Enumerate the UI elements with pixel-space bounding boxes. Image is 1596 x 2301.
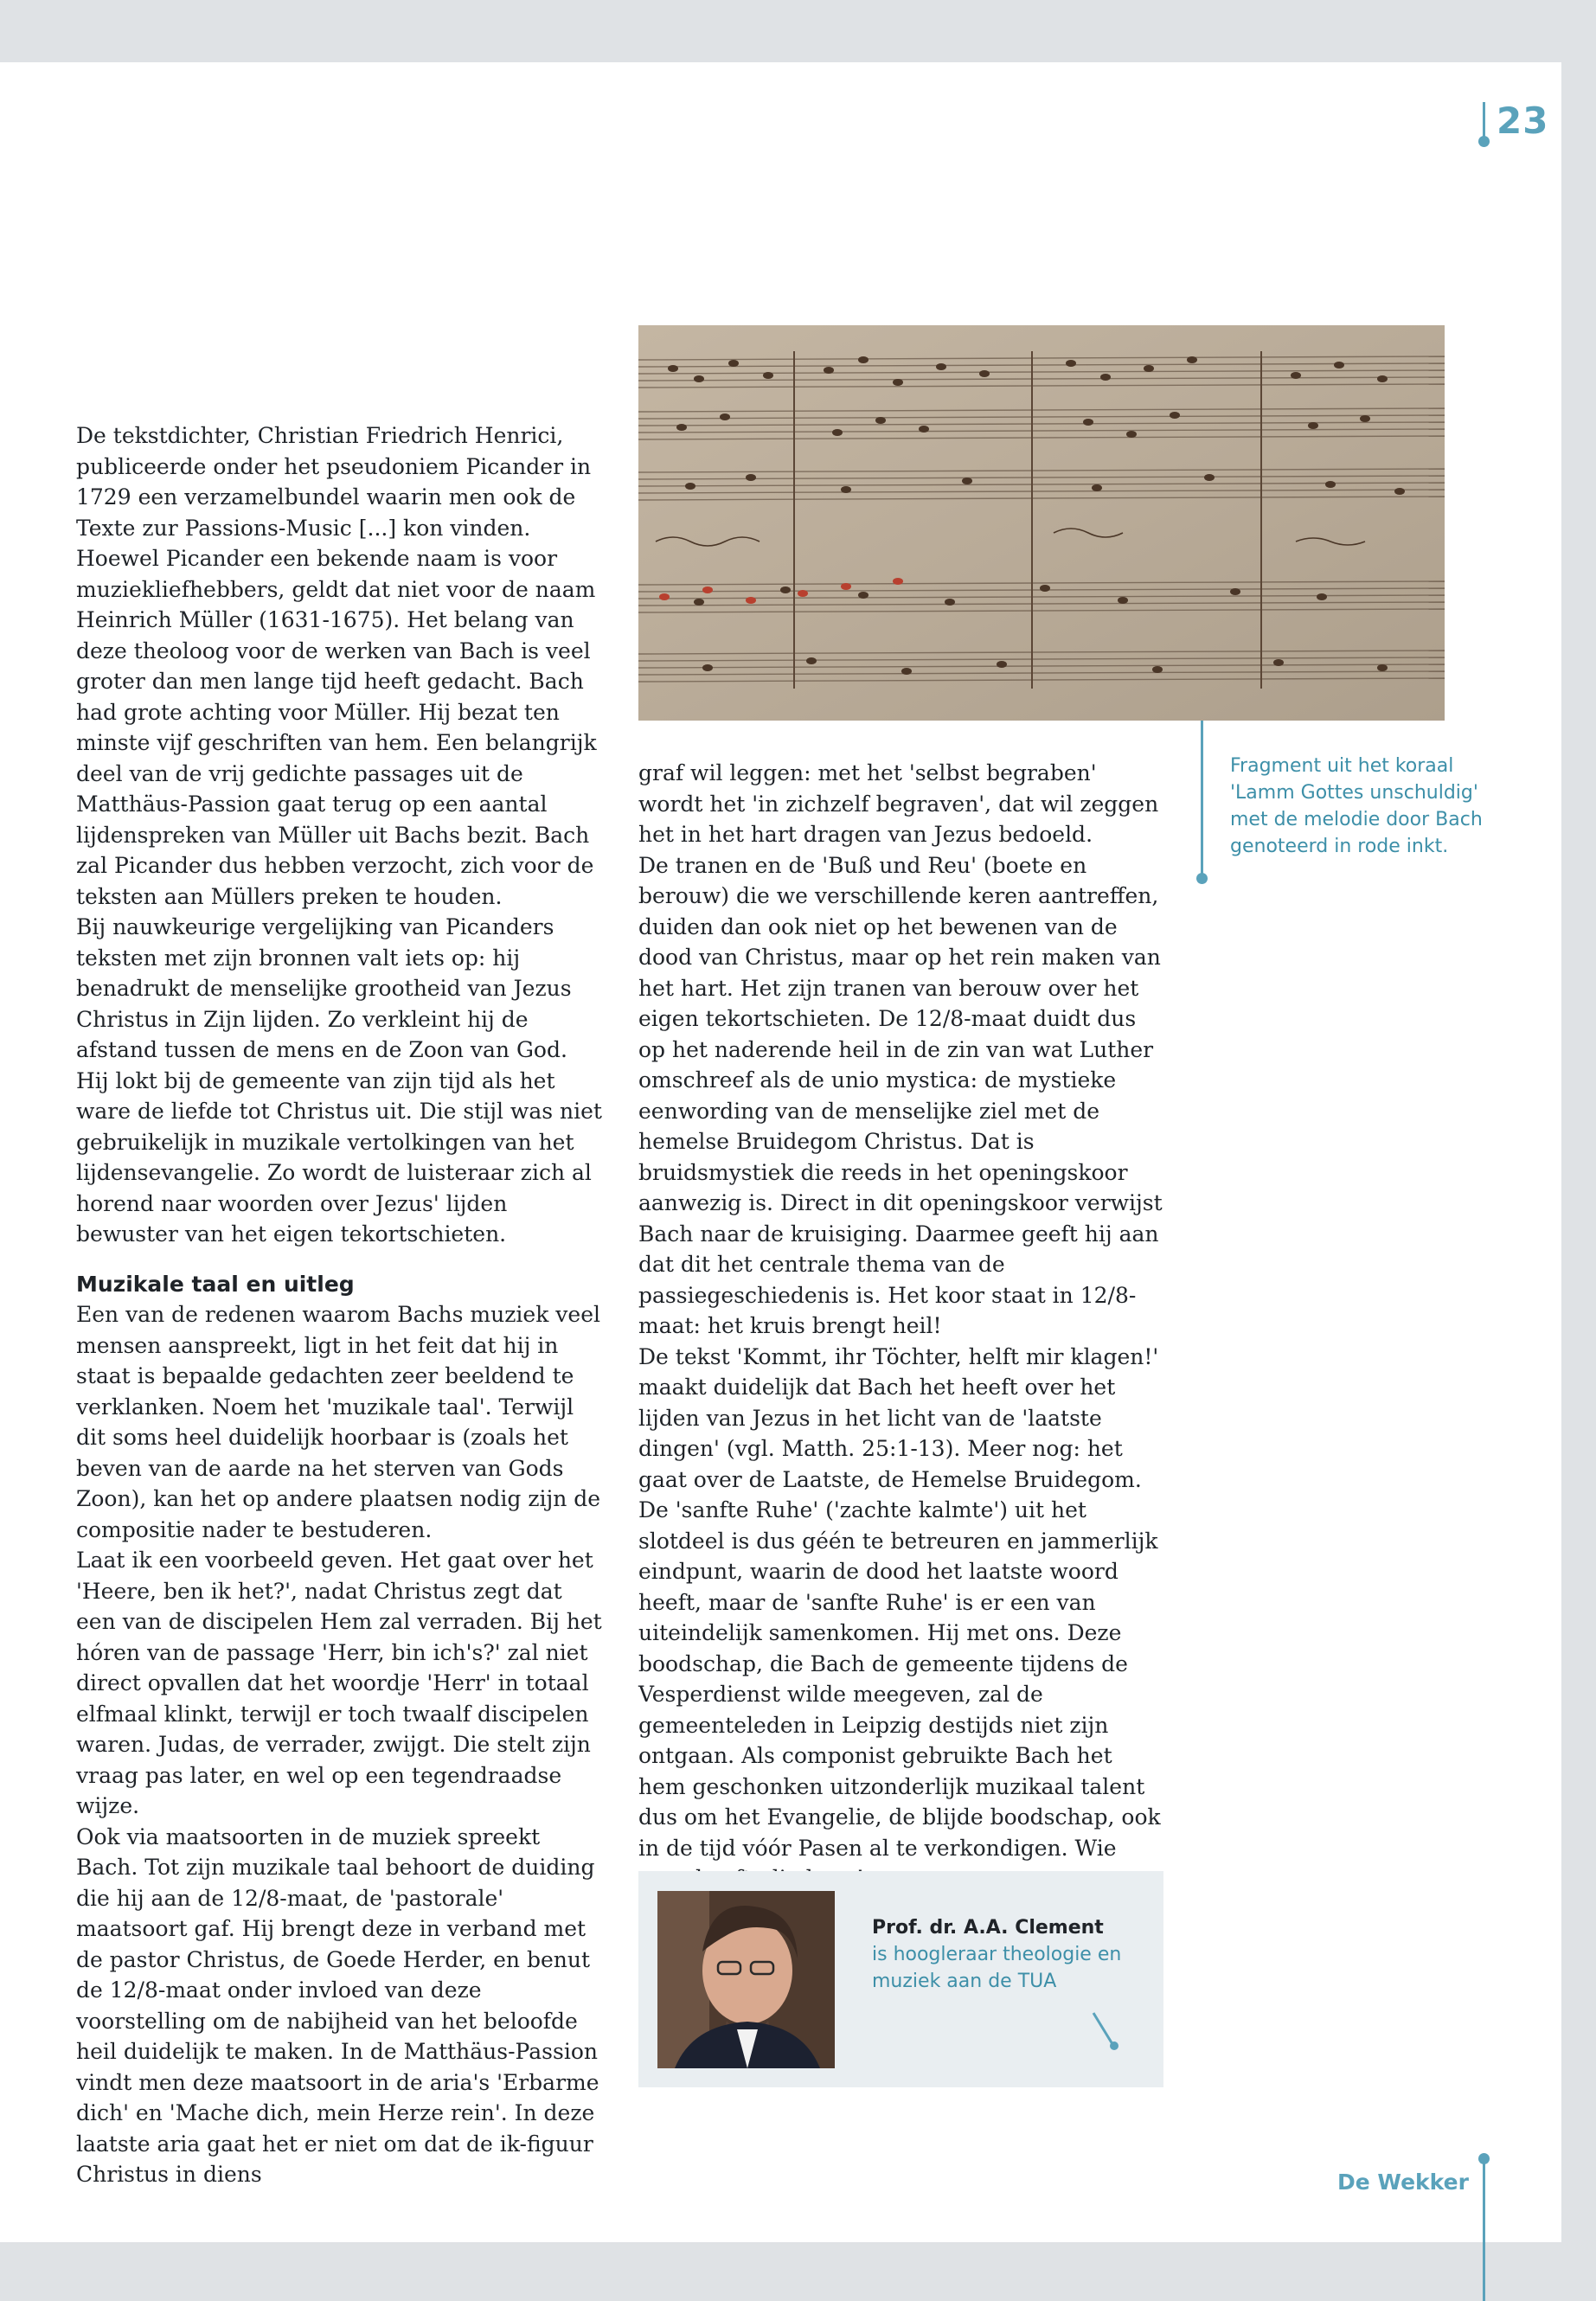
paragraph: De tekstdichter, Christian Friedrich Henrici, publiceerde onder het pseudoniem Picander in 1729 een verzamelbundel waarin men ook de Texte zur Passions-Music [...] kon vinden. Hoewel Picander een bekende naam is voor muziekliefhebbers, geldt dat niet voor de naam Heinrich Müller (1631-1675). Het belang van deze theoloog voor de werken van Bach is veel groter dan men lange tijd heeft gedacht. Bach had grote achting voor Müller. Hij bezat ten minste vijf geschriften van hem. Een belangrijk deel van de vrij gedichte passages uit de Matthäus-Passion gaat terug op een aantal lijdenspreken van Müller uit Bachs bezit. Bach zal Picander dus hebben verzocht, zich voor de teksten aan Müllers preken te houden. <box>76 423 597 909</box>
music-manuscript-image <box>638 325 1445 721</box>
page-number-rule <box>1483 102 1485 138</box>
page-number: 23 <box>1497 99 1549 142</box>
paragraph: Bij nauwkeurige vergelijking van Picanders teksten met zijn bronnen valt iets op: hij benadrukt de menselijke grootheid van Jezus Christus in Zijn lijden. Zo verkleint hij de afstand tussen de mens en de Zoon van God. Hij lokt bij de gemeente van zijn tijd als het ware de liefde tot Christus uit. Die stijl was niet gebruikelijk in muzikale vertolkingen van het lijdensevangelie. Zo wordt de luisteraar zich al horend naar woorden over Jezus' lijden bewuster van het eigen tekortschieten. <box>76 914 602 1247</box>
paragraph: Een van de redenen waarom Bachs muziek veel mensen aanspreekt, ligt in het feit dat hij in staat is bepaalde gedachten zeer beeldend te verklanken. Noem het 'muzikale taal'. Terwijl dit soms heel duidelijk hoorbaar is (zoals het beven van de aarde na het sterven van Gods Zoon), kan het op andere plaatsen nodig zijn de compositie nader te bestuderen. <box>76 1302 601 1542</box>
author-description: is hoogleraar theologie en muziek aan de TUA <box>872 1944 1122 1992</box>
page-number-dot <box>1478 136 1490 147</box>
author-bio-box <box>638 1871 1163 2087</box>
paragraph: Laat ik een voorbeeld geven. Het gaat over het 'Heere, ben ik het?', nadat Christus zegt dat een van de discipelen Hem zal verraden. Bij het hóren van de passage 'Herr, bin ich's?' zal niet direct opvallen dat het woordje 'Herr' in totaal elfmaal klinkt, terwijl er toch twaalf discipelen waren. Judas, de verrader, zwijgt. Die stelt zijn vraag pas later, en wel op een tegendraadse wijze. <box>76 1548 602 1818</box>
page-frame-right <box>1561 0 1596 2301</box>
middle-column <box>638 758 1166 1894</box>
page-frame-bottom <box>0 2242 1596 2301</box>
manuscript-photo <box>638 325 1445 721</box>
footer-rule <box>1483 2159 1485 2301</box>
author-photo <box>657 1891 835 2068</box>
page-frame-top <box>0 0 1596 62</box>
section-heading: Muzikale taal en uitleg <box>76 1271 355 1297</box>
photo-caption: Fragment uit het koraal 'Lamm Gottes unschuldig' met de melodie door Bach genoteerd in rode inkt. <box>1230 755 1483 857</box>
author-name: Prof. dr. A.A. Clement <box>872 1917 1104 1939</box>
paragraph: De tranen en de 'Buß und Reu' (boete en berouw) die we verschillende keren aantreffen, duiden dan ook niet op het bewenen van de dood van Christus, maar op het rein maken van het hart. Het zijn tranen van berouw over het eigen tekortschieten. De 12/8-maat duidt dus op het naderende heil in de zin van wat Luther omschreef als de unio mystica: de mystieke eenwording van de menselijke ziel met de hemelse Bruidegom Christus. Dat is bruidsmystiek die reeds in het openingskoor aanwezig is. Direct in dit openingskoor verwijst Bach naar de kruisiging. Daarmee geeft hij aan dat dit het centrale thema van de passiegeschiedenis is. Het koor staat in 12/8-maat: het kruis brengt heil! <box>638 852 1163 1338</box>
paragraph: Ook via maatsoorten in de muziek spreekt Bach. Tot zijn muzikale taal behoort de duiding die hij aan de 12/8-maat, de 'pastorale' maatsoort gaf. Hij brengt deze in verband met de pastor Christus, de Goede Herder, en benut de 12/8-maat onder invloed van deze voorstelling om de nabijheid van het beloofde heil duidelijk te maken. In de Matthäus-Passion vindt men deze maatsoort in de aria's 'Erbarme dich' en 'Mache dich, mein Herze rein'. In deze laatste aria gaat het er niet om dat de ik-figuur Christus in diens <box>76 1823 599 2187</box>
paragraph <box>638 1342 1166 1894</box>
magazine-name: De Wekker <box>1337 2170 1469 2195</box>
decorative-arrow-icon <box>1088 2009 1123 2053</box>
left-column <box>76 420 604 2190</box>
caption-rule <box>1201 721 1203 878</box>
paragraph: graf wil leggen: met het 'selbst begraben' wordt het 'in zichzelf begraven', dat wil zeggen het in het hart dragen van Jezus bedoeld. <box>638 760 1159 847</box>
caption-dot <box>1196 873 1208 884</box>
paragraph-text: De tekst 'Kommt, ihr Töchter, helft mir klagen!' maakt duidelijk dat Bach het heeft over het lijden van Jezus in het licht van de 'laatste dingen' (vgl. Matth. 25:1-13). Meer nog: het gaat over de Laatste, de Hemelse Bruidegom. De 'sanfte Ruhe' ('zachte kalmte') uit het slotdeel is dus géén te betreuren en jammerlijk eindpunt, waarin de dood het laatste woord heeft, maar de 'sanfte Ruhe' is er een van uiteindelijk samenkomen. Hij met ons. Deze boodschap, die Bach de gemeente tijdens de Vesperdienst wilde meegeven, zal de gemeenteleden in Leipzig destijds niet zijn ontgaan. Als componist gebruikte Bach het hem geschonken uitzonderlijk muzikaal talent dus om het Evangelie, de blijde boodschap, ook in de tijd vóór Pasen al te verkondigen. Wie <box>638 1343 1161 1861</box>
author-bio-text <box>872 1914 1149 1995</box>
